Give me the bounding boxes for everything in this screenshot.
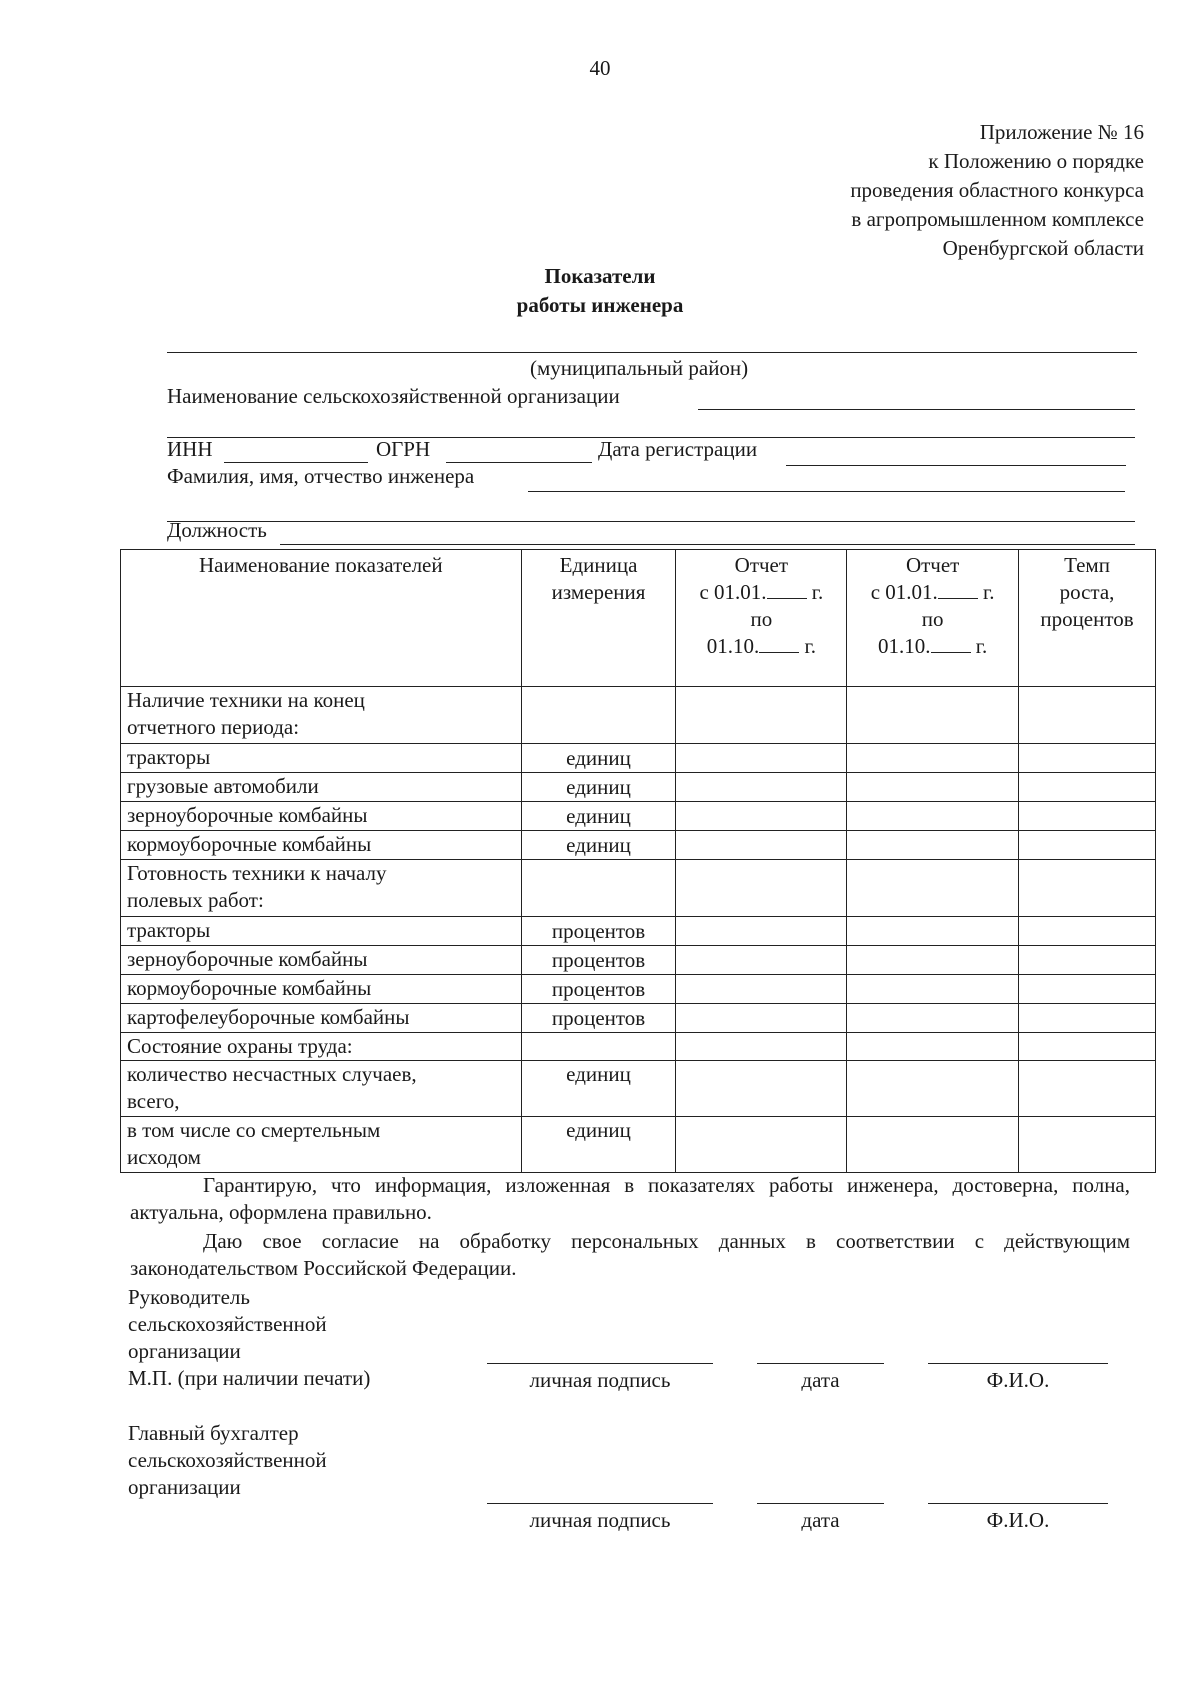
table-row	[121, 802, 1156, 831]
district-caption: (муниципальный район)	[530, 356, 749, 380]
header-report-2-from: с 01.01.	[870, 580, 938, 604]
engineer-name-label: Фамилия, имя, отчество инженера	[167, 464, 475, 488]
section-2-title	[121, 860, 522, 917]
header-report-1-l4	[682, 633, 840, 660]
position-label: Должность	[167, 518, 267, 542]
header-unit	[521, 550, 676, 687]
table-cell[interactable]	[676, 1033, 847, 1061]
table-cell[interactable]	[1019, 831, 1156, 860]
table-cell[interactable]	[521, 687, 676, 744]
table-cell[interactable]	[676, 744, 847, 773]
year-blank[interactable]	[938, 580, 978, 599]
row-name-l2: исходом	[127, 1145, 201, 1169]
row-unit: единиц	[521, 802, 676, 831]
section-3-title: Состояние охраны труда:	[121, 1033, 522, 1061]
row-name: кормоуборочные комбайны	[121, 975, 522, 1004]
header-unit-l2: измерения	[551, 580, 646, 604]
header-report-2-to: 01.10.	[878, 634, 931, 658]
head-title-l1: Руководитель	[128, 1285, 250, 1309]
table-cell[interactable]	[847, 773, 1019, 802]
head-signature-block	[128, 1284, 370, 1392]
table-cell[interactable]	[676, 917, 847, 946]
row-unit: единиц	[521, 1061, 676, 1117]
row-name: тракторы	[121, 744, 522, 773]
title-line-1: Показатели	[544, 264, 656, 288]
table-row	[121, 1061, 1156, 1117]
ogrn-field-line[interactable]	[446, 462, 592, 463]
accountant-date-line[interactable]	[757, 1503, 884, 1504]
header-name-text: Наименование показателей	[198, 553, 443, 577]
table-cell[interactable]	[1019, 1061, 1156, 1117]
row-unit: единиц	[521, 831, 676, 860]
table-cell[interactable]	[847, 1117, 1019, 1173]
table-cell[interactable]	[676, 1061, 847, 1117]
row-name	[121, 1061, 522, 1117]
table-row	[121, 1117, 1156, 1173]
row-unit: единиц	[521, 773, 676, 802]
head-title-l3: организации	[128, 1339, 241, 1363]
section-2-title-l1: Готовность техники к началу	[127, 861, 387, 885]
appendix-line: проведения областного конкурса	[850, 178, 1144, 202]
table-row	[121, 831, 1156, 860]
table-header-row	[121, 550, 1156, 687]
table-cell[interactable]	[847, 802, 1019, 831]
row-name-l2: всего,	[127, 1089, 180, 1113]
row-name: тракторы	[121, 917, 522, 946]
accountant-title-l2: сельскохозяйственной	[128, 1448, 327, 1472]
accountant-title-l3: организации	[128, 1475, 241, 1499]
table-cell[interactable]	[676, 860, 847, 917]
row-unit: процентов	[521, 975, 676, 1004]
header-report-1-g: г.	[811, 580, 824, 604]
document-title	[0, 262, 1200, 320]
header-report-1-g2: г.	[804, 634, 816, 658]
row-unit: процентов	[521, 946, 676, 975]
engineer-name-field-line-2[interactable]	[167, 521, 1135, 522]
table-cell[interactable]	[1019, 773, 1156, 802]
header-name	[121, 550, 522, 687]
table-cell[interactable]	[847, 1004, 1019, 1033]
head-date-line[interactable]	[757, 1363, 884, 1364]
head-name-line[interactable]	[928, 1363, 1108, 1364]
accountant-signature-caption: личная подпись	[529, 1508, 671, 1532]
header-report-2-g: г.	[983, 580, 995, 604]
table-cell[interactable]	[847, 1061, 1019, 1117]
table-cell[interactable]	[676, 773, 847, 802]
indicators-table	[120, 549, 1156, 1173]
table-cell[interactable]	[676, 831, 847, 860]
table-cell[interactable]	[847, 860, 1019, 917]
head-signature-caption: личная подпись	[529, 1368, 671, 1392]
header-report-2-l1: Отчет	[905, 553, 960, 577]
table-cell[interactable]	[847, 975, 1019, 1004]
section-1-title-l2: отчетного периода:	[127, 715, 300, 739]
inn-label: ИНН	[167, 437, 213, 461]
header-report-2	[847, 550, 1019, 687]
table-cell[interactable]	[1019, 1117, 1156, 1173]
accountant-title-l1: Главный бухгалтер	[128, 1421, 299, 1445]
appendix-line: в агропромышленном комплексе	[851, 207, 1144, 231]
table-cell[interactable]	[847, 831, 1019, 860]
header-report-1-l1: Отчет	[734, 553, 789, 577]
head-date-caption: дата	[801, 1368, 840, 1392]
header-report-1	[676, 550, 847, 687]
table-cell[interactable]	[1019, 687, 1156, 744]
appendix-reference	[850, 118, 1144, 263]
table-cell[interactable]	[1019, 1033, 1156, 1061]
table-cell[interactable]	[676, 1117, 847, 1173]
engineer-name-field-line[interactable]	[528, 491, 1125, 492]
section-1-title	[121, 687, 522, 744]
title-line-2: работы инженера	[516, 293, 684, 317]
page-number: 40	[589, 56, 611, 80]
row-unit: процентов	[521, 917, 676, 946]
table-cell[interactable]	[676, 687, 847, 744]
seal-note: М.П. (при наличии печати)	[128, 1366, 371, 1390]
row-name: зерноуборочные комбайны	[121, 802, 522, 831]
section-title-row	[121, 860, 1156, 917]
table-row	[121, 1004, 1156, 1033]
section-2-title-l2: полевых работ:	[127, 888, 264, 912]
table-cell[interactable]	[676, 1004, 847, 1033]
header-report-2-l2	[853, 579, 1012, 606]
table-row	[121, 917, 1156, 946]
header-report-1-l3: по	[750, 607, 773, 631]
reg-date-field-line[interactable]	[786, 465, 1126, 466]
table-row	[121, 946, 1156, 975]
header-growth	[1019, 550, 1156, 687]
year-blank[interactable]	[931, 634, 971, 653]
table-cell[interactable]	[676, 946, 847, 975]
org-name-field-line[interactable]	[698, 409, 1135, 410]
table-row	[121, 975, 1156, 1004]
table-cell[interactable]	[1019, 802, 1156, 831]
row-name: картофелеуборочные комбайны	[121, 1004, 522, 1033]
header-growth-l3: процентов	[1040, 607, 1134, 631]
table-cell[interactable]	[1019, 975, 1156, 1004]
table-cell[interactable]	[1019, 917, 1156, 946]
row-unit: процентов	[521, 1004, 676, 1033]
org-name-label: Наименование сельскохозяйственной организации	[167, 384, 620, 408]
table-cell[interactable]	[847, 917, 1019, 946]
header-report-1-l2	[682, 579, 840, 606]
table-row	[121, 744, 1156, 773]
table-cell[interactable]	[847, 1033, 1019, 1061]
row-name: зерноуборочные комбайны	[121, 946, 522, 975]
head-signature-line[interactable]	[487, 1363, 713, 1364]
table-cell[interactable]	[1019, 860, 1156, 917]
row-name	[121, 1117, 522, 1173]
header-report-2-g2: г.	[975, 634, 988, 658]
table-cell[interactable]	[847, 946, 1019, 975]
section-title-row	[121, 687, 1156, 744]
row-unit: единиц	[521, 744, 676, 773]
header-report-1-to: 01.10.	[706, 634, 760, 658]
table-row	[121, 773, 1156, 802]
head-name-caption: Ф.И.О.	[986, 1368, 1050, 1392]
appendix-line: Оренбургской области	[942, 236, 1144, 260]
table-cell[interactable]	[521, 860, 676, 917]
row-name: кормоуборочные комбайны	[121, 831, 522, 860]
year-blank[interactable]	[767, 580, 807, 599]
row-name-l1: в том числе со смертельным	[127, 1118, 381, 1142]
section-1-title-l1: Наличие техники на конец	[127, 688, 365, 712]
appendix-line: к Положению о порядке	[928, 149, 1144, 173]
head-title-l2: сельскохозяйственной	[128, 1312, 327, 1336]
guarantee-statement: Гарантирую, что информация, изложенная в показателях работы инженера, достоверна, полна, актуальна, оформлена правильно.	[130, 1173, 1130, 1224]
appendix-line: Приложение № 16	[979, 120, 1144, 144]
position-field-line[interactable]	[280, 544, 1135, 545]
header-growth-l2: роста,	[1059, 580, 1115, 604]
table-cell[interactable]	[847, 744, 1019, 773]
table-cell[interactable]	[1019, 744, 1156, 773]
section-title-row	[121, 1033, 1156, 1061]
accountant-signature-block	[128, 1420, 327, 1501]
header-growth-l1: Темп	[1064, 553, 1110, 577]
header-unit-l1: Единица	[559, 553, 638, 577]
table-cell[interactable]	[1019, 946, 1156, 975]
accountant-date-caption: дата	[801, 1508, 840, 1532]
consent-statement: Даю свое согласие на обработку персональных данных в соответствии с действующим законодательством Российской Федерации.	[130, 1229, 1130, 1280]
row-name-l1: количество несчастных случаев,	[127, 1062, 417, 1086]
inn-field-line[interactable]	[224, 462, 368, 463]
district-field-line[interactable]	[167, 352, 1137, 353]
row-name: грузовые автомобили	[121, 773, 522, 802]
reg-date-label: Дата регистрации	[598, 437, 758, 461]
table-cell[interactable]	[847, 687, 1019, 744]
table-cell[interactable]	[1019, 1004, 1156, 1033]
year-blank[interactable]	[759, 634, 799, 653]
table-cell[interactable]	[521, 1033, 676, 1061]
ogrn-label: ОГРН	[376, 437, 431, 461]
header-report-2-l3: по	[921, 607, 944, 631]
table-cell[interactable]	[676, 802, 847, 831]
table-cell[interactable]	[676, 975, 847, 1004]
accountant-name-caption: Ф.И.О.	[986, 1508, 1050, 1532]
accountant-name-line[interactable]	[928, 1503, 1108, 1504]
header-report-2-l4	[853, 633, 1012, 660]
header-report-1-from: с 01.01.	[699, 580, 767, 604]
accountant-signature-line[interactable]	[487, 1503, 713, 1504]
row-unit: единиц	[521, 1117, 676, 1173]
